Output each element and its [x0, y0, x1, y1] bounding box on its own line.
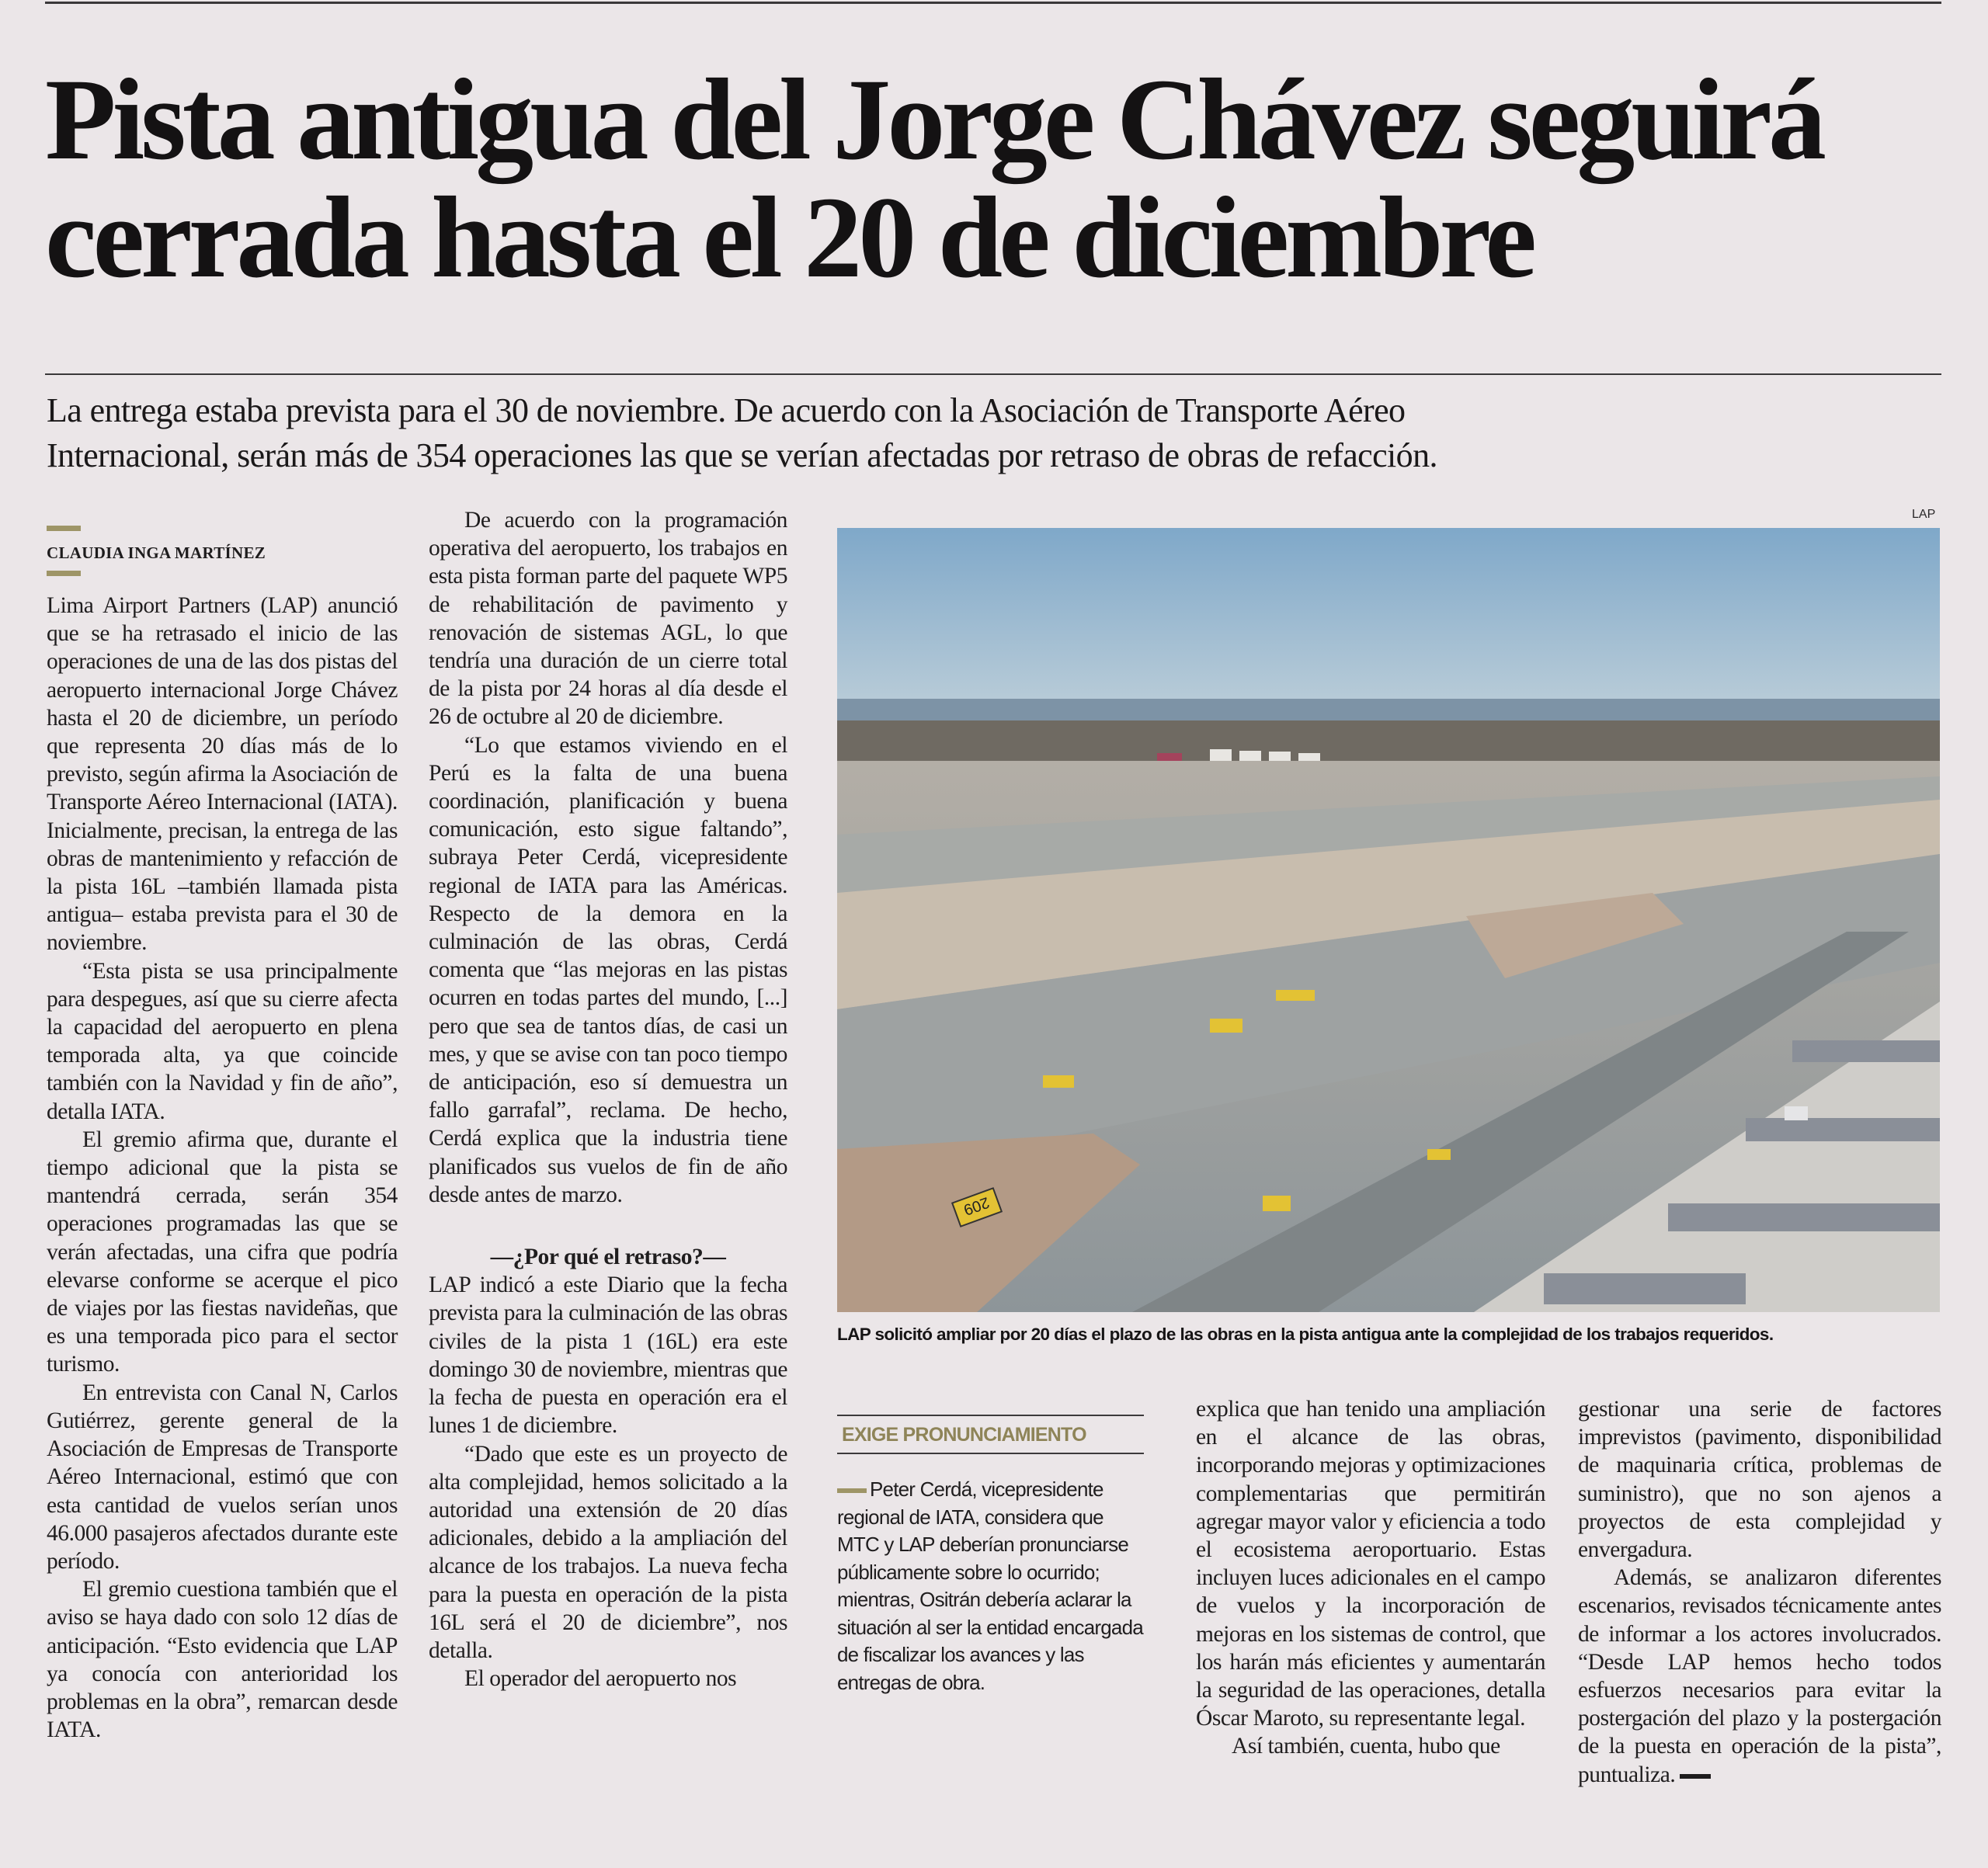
sidebar-lead-bar [837, 1488, 867, 1493]
sea-horizon [837, 699, 1940, 722]
col1-paragraph: En entrevista con Canal N, Carlos Gutiérrez, gerente general de la Asociación de Empresas de Transporte Aéreo Internacional, estimó que con esta cantidad de vuelos serían unos 46.000 pasajeros afectados durante este período. [47, 1380, 398, 1574]
deck-line-2: Internacional, serán más de 354 operaciones las que se verían afectadas por retraso de obras de refacción. [47, 436, 1437, 474]
deck [47, 388, 1941, 478]
column-2 [429, 506, 787, 1693]
sidebar-exige-pronunciamiento [837, 1415, 1144, 1696]
headline-line-2: cerrada hasta el 20 de diciembre [45, 173, 1533, 302]
col2-paragraph: LAP indicó a este Diario que la fecha prevista para la culminación de las obras civiles de la pista 1 (16L) era este domingo 30 de noviembre, mientras que la fecha de puesta en operación era el lunes 1 de diciembre. [429, 1273, 787, 1439]
end-of-article-mark [1680, 1774, 1711, 1779]
col4-paragraph: explica que han tenido una ampliación en el alcance de las obras, incorporando mejoras y optimizaciones complementarias que permitirán agregar mayor valor y eficiencia a todo el ecosistema aeroportuario. Estas incluyen luces adicionales en el campo de vuelos y la incorporación de mejoras en los sistemas de control, que los harán más eficientes y aumentarán la seguridad de las operaciones, detalla Óscar Maroto, su representante legal. [1196, 1397, 1545, 1731]
sky [837, 528, 1940, 707]
byline-bar-bottom [47, 571, 81, 576]
col4-paragraph: Así también, cuenta, hubo que [1232, 1734, 1500, 1759]
column-4 [1196, 1395, 1545, 1761]
runway-illustration [837, 528, 1940, 1312]
city-strip [837, 720, 1940, 767]
taxi-sign-label: 209 [961, 1193, 992, 1219]
service-vehicle [1785, 1106, 1808, 1120]
col1-paragraph: Lima Airport Partners (LAP) anunció que se ha retrasado el inicio de las operaciones de una de las dos pistas del aeropuerto internacional Jorge Chávez hasta el 20 de diciembre, un período que representa 20 días más de lo previsto, según afirma la Asociación de Transporte Aéreo Internacional (IATA). Inicialmente, precisan, la entrega de las obras de mantenimiento y refacción de la pista 16L –también llamada pista antigua– estaba prevista para el 30 de noviembre. [47, 593, 398, 956]
section-subhead: —¿Por qué el retraso?— [490, 1245, 726, 1270]
col5-paragraph: Además, se analizaron diferentes escenarios, revisados técnicamente antes de informar a los actores involucrados. “Desde LAP hemos hecho todos esfuerzos necesarios para evitar la postergación del plazo y la postergación de la puesta en operación de la pista”, puntualiza. [1578, 1565, 1941, 1787]
sidebar-body [837, 1476, 1144, 1696]
byline-bar-top [47, 526, 81, 531]
top-rule [45, 2, 1941, 4]
col2-paragraph: De acuerdo con la programación operativa del aeropuerto, los trabajos en esta pista forman parte del paquete WP5 de rehabilitación de pavimento y renovación de sistemas AGL, lo que tendría una duración de un cierre total de la pista por 24 horas al día desde el 26 de octubre al 20 de diciembre. [429, 508, 787, 730]
byline: CLAUDIA INGA MARTÍNEZ [47, 543, 266, 562]
col2-paragraph: “Lo que estamos viviendo en el Perú es la falta de una buena coordinación, planificación y buena comunicación, esto sigue faltando”, subraya Peter Cerdá, vicepresidente regional de IATA para las Américas. Respecto de la demora en la culminación de las obras, Cerdá comenta que “las mejoras en las pistas ocurren en todas partes del mundo, [...] pero que sea de tantos días, de casi un mes, y que se avise con tan poco tiempo de anticipación, eso sí demuestra un fallo garrafal”, reclama. De hecho, Cerdá explica que la industria tiene planificados sus vuelos de fin de año desde antes de marzo. [429, 732, 787, 1207]
photo-credit: LAP [1912, 508, 1936, 521]
column-1 [47, 592, 398, 1744]
col2-paragraph: El operador del aeropuerto nos [464, 1666, 737, 1692]
col2-paragraph: “Dado que este es un proyecto de alta complejidad, hemos solicitado a la autoridad una extensión de 20 días adicionales, debido a la ampliación del alcance de los trabajos. La nueva fecha para la puesta en operación de la pista 16L será el 20 de diciembre”, nos detalla. [429, 1441, 787, 1663]
column-5 [1578, 1395, 1941, 1789]
col1-paragraph: El gremio cuestiona también que el aviso se haya dado con solo 12 días de anticipación. “Esto evidencia que LAP ya conocía con anterioridad los problemas en la obra”, remarcan desde IATA. [47, 1577, 398, 1743]
deck-line-1: La entrega estaba prevista para el 30 de noviembre. De acuerdo con la Asociación de Transporte Aéreo [47, 391, 1406, 429]
sidebar-title: EXIGE PRONUNCIAMIENTO [842, 1424, 1086, 1446]
col1-paragraph: “Esta pista se usa principalmente para despegues, así que su cierre afecta la capacidad del aeropuerto en plena temporada alta, ya que coincide también con la Navidad y fin de año”, detalla IATA. [47, 958, 398, 1124]
col1-paragraph: El gremio afirma que, durante el tiempo adicional que la pista se mantendrá cerrada, serán 354 operaciones programadas las que se verán afectadas, una cifra que podría elevarse conforme se acerque el pico de viajes por las fiestas navideñas, que es una temporada pico para el sector turismo. [47, 1127, 398, 1377]
sidebar-text: Peter Cerdá, vicepresidente regional de IATA, considera que MTC y LAP deberían pronunciarse públicamente sobre lo ocurrido; mientras, Ositrán debería aclarar la situación al ser la entidad encargada de fiscalizar los avances y las entregas de obra. [837, 1477, 1143, 1694]
sidebar-rule-bottom [837, 1453, 1144, 1454]
photo-caption: LAP solicitó ampliar por 20 días el plazo de las obras en la pista antigua ante la complejidad de los trabajos requeridos. [837, 1325, 1774, 1344]
col5-paragraph-last [1578, 1564, 1941, 1789]
col5-paragraph: gestionar una serie de factores imprevistos (pavimento, disponibilidad de maquinaria crítica, problemas de suministro), que no son ajenos a proyectos de esta complejidad y envergadura. [1578, 1397, 1941, 1563]
airport-runway-photo [837, 528, 1940, 1312]
headline-line-1: Pista antigua del Jorge Chávez seguirá [45, 55, 1823, 184]
headline-rule [45, 373, 1941, 375]
headline [45, 55, 1955, 302]
